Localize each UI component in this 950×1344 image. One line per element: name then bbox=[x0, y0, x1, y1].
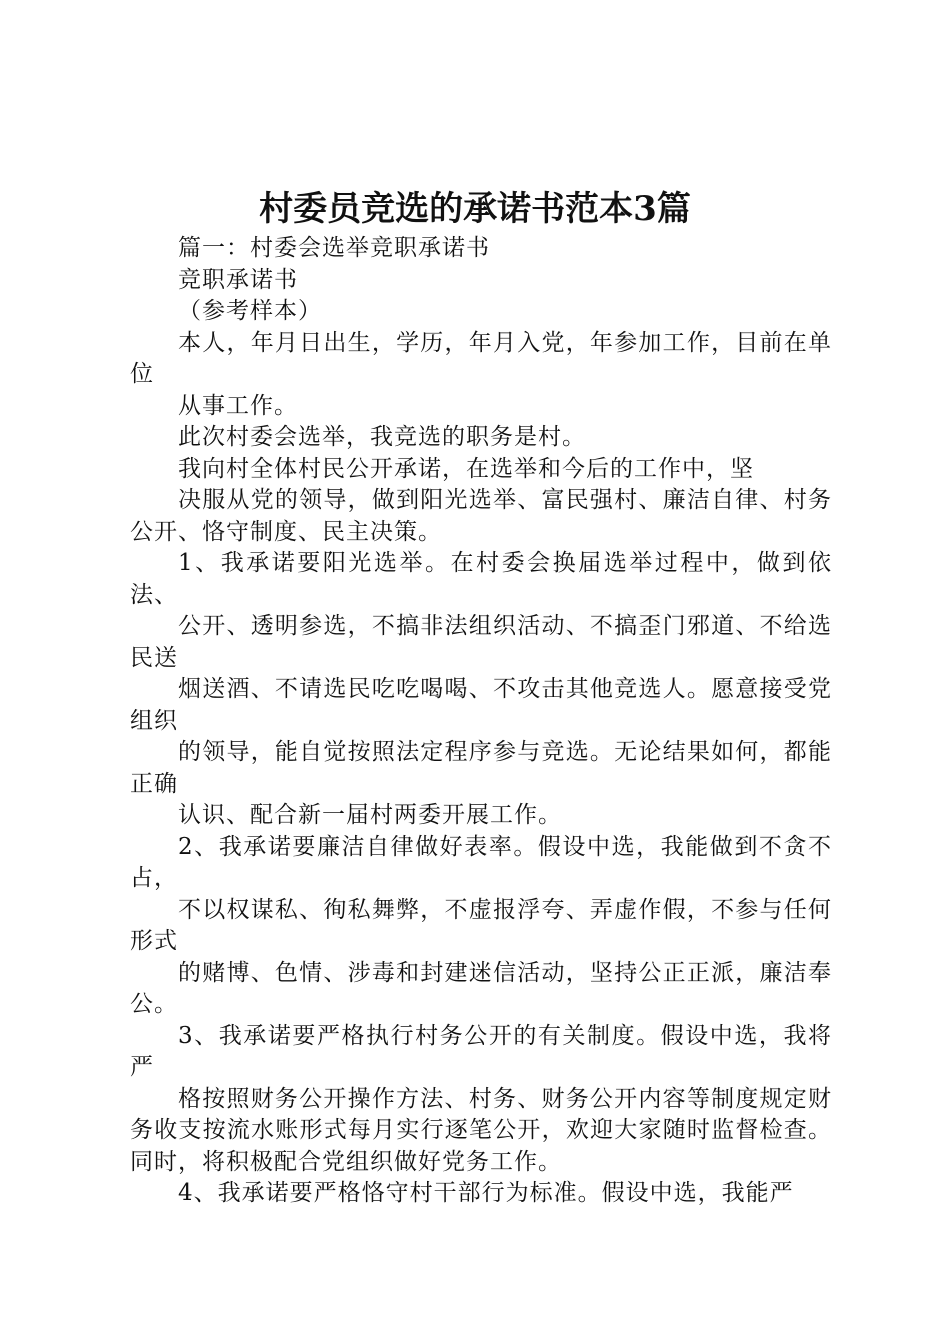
paragraph: 1、我承诺要阳光选举。在村委会换届选举过程中，做到依法、 bbox=[130, 550, 832, 608]
document-title: 村委员竞选的承诺书范本3篇 bbox=[259, 189, 691, 229]
paragraph: 不以权谋私、徇私舞弊，不虚报浮夸、弄虚作假，不参与任何形式 bbox=[130, 896, 832, 954]
paragraph: 我向村全体村民公开承诺，在选举和今后的工作中，坚 bbox=[178, 455, 754, 482]
paragraph: 篇一：村委会选举竞职承诺书 bbox=[178, 235, 490, 261]
document-body bbox=[130, 233, 832, 1210]
paragraph: 的领导，能自觉按照法定程序参与竞选。无论结果如何，都能正确 bbox=[130, 739, 832, 797]
paragraph: 3、我承诺要严格执行村务公开的有关制度。假设中选，我将严 bbox=[130, 1022, 832, 1080]
paragraph: 从事工作。 bbox=[178, 392, 298, 419]
paragraph: 2、我承诺要廉洁自律做好表率。假设中选，我能做到不贪不占， bbox=[130, 833, 832, 891]
paragraph: 4、我承诺要严格恪守村干部行为标准。假设中选，我能严 bbox=[178, 1180, 794, 1206]
paragraph: 本人，年月日出生，学历，年月入党，年参加工作，目前在单位 bbox=[130, 329, 832, 387]
paragraph: （参考样本） bbox=[178, 298, 322, 324]
paragraph: 公开、透明参选，不搞非法组织活动、不搞歪门邪道、不给选民送 bbox=[130, 613, 832, 671]
paragraph: 此次村委会选举，我竞选的职务是村。 bbox=[178, 424, 586, 450]
paragraph: 竞职承诺书 bbox=[178, 266, 298, 293]
paragraph: 的赌博、色情、涉毒和封建迷信活动，坚持公正正派，廉洁奉公。 bbox=[130, 959, 832, 1017]
paragraph: 决服从党的领导，做到阳光选举、富民强村、廉洁自律、村务公开、恪守制度、民主决策。 bbox=[130, 487, 832, 545]
paragraph: 烟送酒、不请选民吃吃喝喝、不攻击其他竞选人。愿意接受党组织 bbox=[130, 676, 832, 734]
paragraph: 格按照财务公开操作方法、村务、财务公开内容等制度规定财务收支按流水账形式每月实行逐笔公开，欢迎大家随时监督检查。同时，将积极配合党组织做好党务工作。 bbox=[130, 1085, 832, 1175]
paragraph: 认识、配合新一届村两委开展工作。 bbox=[178, 802, 562, 828]
